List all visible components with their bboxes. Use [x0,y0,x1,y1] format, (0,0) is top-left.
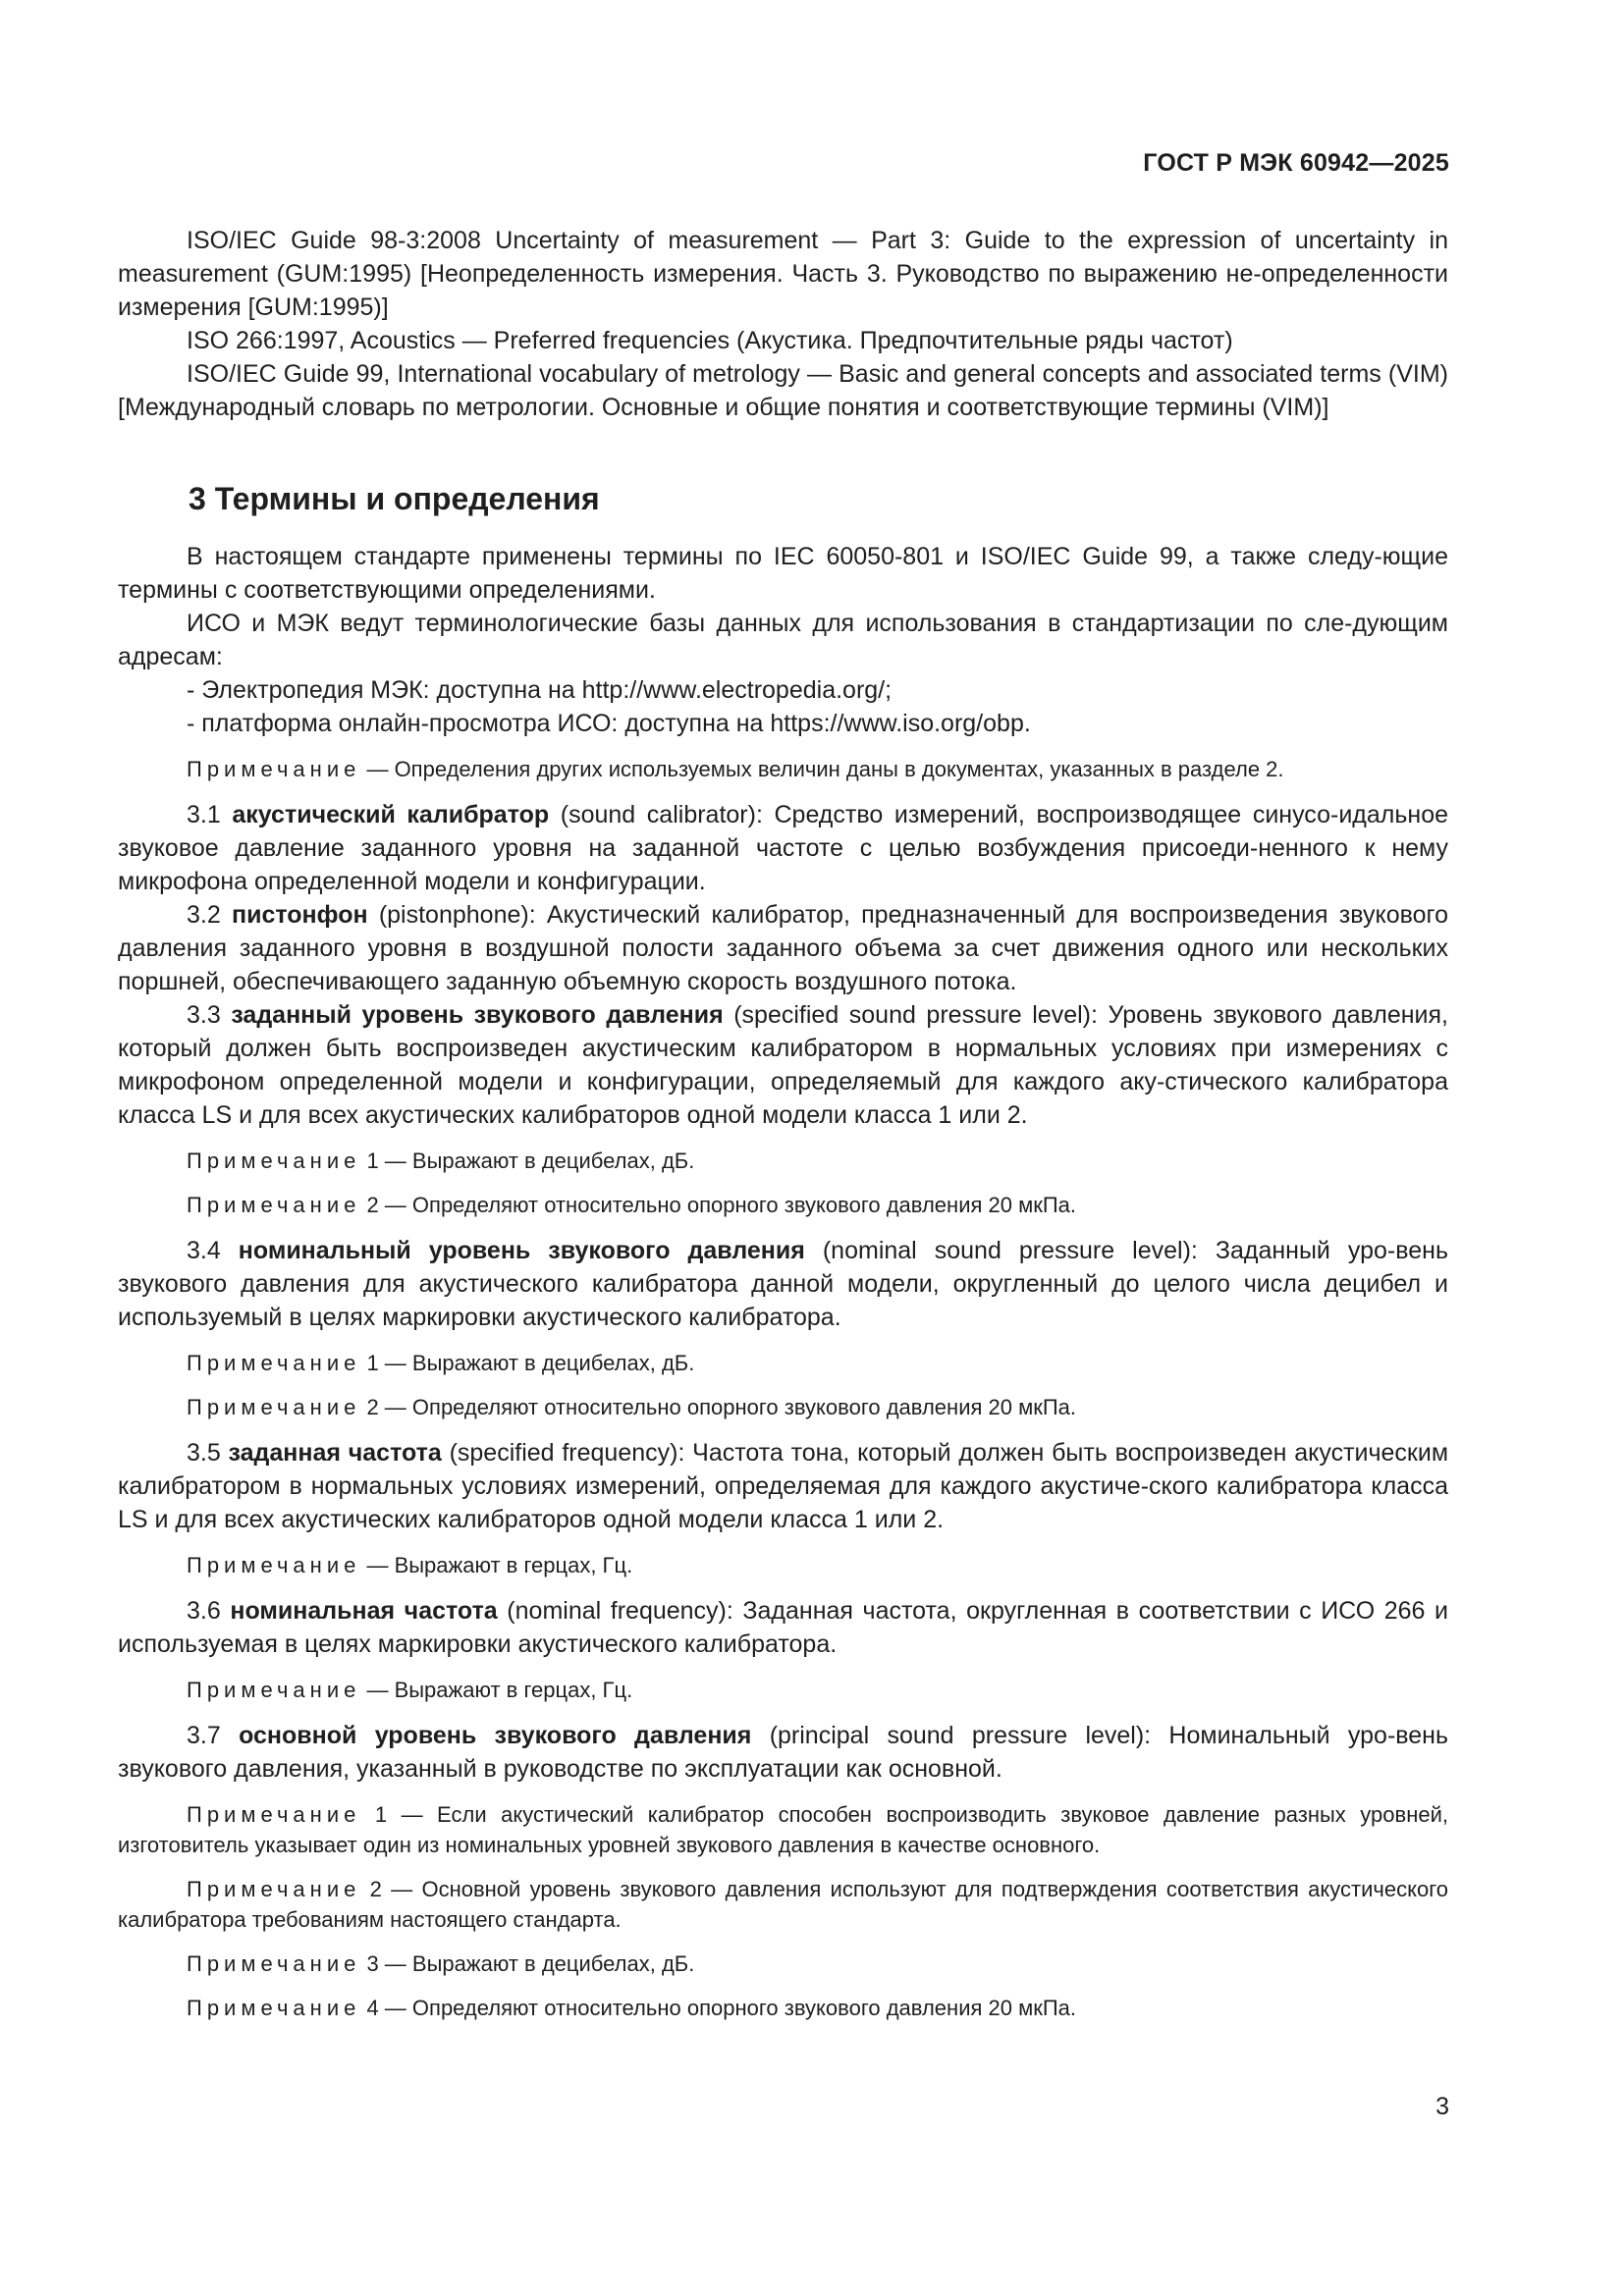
term-name: основной уровень звукового давления [239,1722,752,1749]
note [118,1874,1448,1935]
term-name: заданная частота [228,1439,442,1467]
note-text: — Выражают в герцах, Гц. [360,1678,633,1702]
document-code-header: ГОСТ Р МЭК 60942—2025 [1143,149,1449,177]
note-label: Примечание [187,1802,361,1827]
term-name: пистонфон [232,901,368,929]
term-name: номинальный уровень звукового давления [238,1237,805,1264]
note [118,1392,1448,1422]
term-definition [118,1594,1448,1661]
term-text: (principal sound pressure level): Номинальный уро-вень звукового давления, указанный в руководстве по эксплуатации как основной. [118,1722,1449,1783]
note-text: 3 — Выражают в децибелах, дБ. [360,1951,695,1976]
term-number: 3.7 [187,1722,240,1749]
term-text: (nominal frequency): Заданная частота, округленная в соответствии с ИСО 266 и используемая в целях маркировки акустического калибратора. [118,1597,1448,1658]
term-number: 3.2 [187,901,232,929]
term-text: (sound calibrator): Средство измерений, воспроизводящее синусо-идальное звуковое давление заданного уровня на заданной частоте с целью возбуждения присоеди-ненного к нему микрофона определенной модели и конфигурации. [118,801,1448,895]
reference-item: ISO 266:1997, Acoustics — Preferred frequencies (Акустика. Предпочтительные ряды частот) [187,327,1233,354]
term-definition [118,998,1448,1132]
note-label: Примечание [187,1148,361,1173]
term-definition [118,798,1448,898]
reference-item: ISO/IEC Guide 99, International vocabulary of metrology — Basic and general concepts and associated terms (VIM) [Международный словарь по метрологии. Основные и общие понятия и соответствующие термины (VIM)] [118,360,1448,421]
section-intro: В настоящем стандарте применены термины по IEC 60050-801 и ISO/IEC Guide 99, а также следу-ющие термины с соответствующими определениями. [118,543,1448,604]
note [118,1675,1448,1705]
reference-item: ISO/IEC Guide 98-3:2008 Uncertainty of measurement — Part 3: Guide to the expression of uncertainty in measurement (GUM:1995) [Неопределенность измерения. Часть 3. Руководство по выражению не-определенности измерения [GUM:1995)] [118,227,1448,321]
note-text: 1 — Выражают в децибелах, дБ. [360,1351,695,1375]
section-title: 3 Термины и определения [189,481,600,516]
note-text: 2 — Определяют относительно опорного звукового давления 20 мкПа. [360,1193,1076,1217]
term-number: 3.1 [187,801,233,828]
term-definition [118,1234,1448,1334]
note-label: Примечание [187,757,361,781]
note-label: Примечание [187,1996,361,2020]
page-number: 3 [1435,2093,1449,2120]
term-text: (specified sound pressure level): Уровень звукового давления, который должен быть воспроизведен акустическим калибратором в нормальных условиях при измерениях с микрофоном определенной модели и конфигурации, определяемый для каждого аку-стического калибратора класса LS и для всех акустических калибраторов одной модели класса 1 или 2. [118,1001,1449,1129]
term-definition [118,1436,1448,1536]
note-text: 2 — Основной уровень звукового давления используют для подтверждения соответствия акустического калибратора требованиям настоящего стандарта. [118,1877,1448,1932]
bullet-item: - платформа онлайн-просмотра ИСО: доступна на https://www.iso.org/obp. [187,710,1031,737]
note [118,1348,1448,1378]
term-definition [118,1719,1448,1786]
term-number: 3.3 [187,1001,232,1029]
note-label: Примечание [187,1877,361,1901]
note-text: — Выражают в герцах, Гц. [360,1553,633,1577]
note-label: Примечание [187,1951,361,1976]
note-label: Примечание [187,1395,361,1419]
term-text: (pistonphone): Акустический калибратор, предназначенный для воспроизведения звукового давления заданного уровня в воздушной полости заданного объема за счет движения одного или нескольких поршней, обеспечивающего заданную объемную скорость воздушного потока. [118,901,1448,995]
note [118,1146,1448,1176]
note-label: Примечание [187,1678,361,1702]
note-label: Примечание [187,1351,361,1375]
term-number: 3.4 [187,1237,239,1264]
note-text: 4 — Определяют относительно опорного звукового давления 20 мкПа. [360,1996,1076,2020]
section-intro: ИСО и МЭК ведут терминологические базы данных для использования в стандартизации по сле-дующим адресам: [118,610,1448,670]
note [118,1550,1448,1580]
page-content [118,224,1448,2037]
note-text: 1 — Выражают в децибелах, дБ. [360,1148,695,1173]
note [118,754,1448,784]
term-name: акустический калибратор [232,801,550,828]
term-text: (specified frequency): Частота тона, который должен быть воспроизведен акустическим калибратором в нормальных условиях измерений, определяемая для каждого акустиче-ского калибратора класса LS и для всех акустических калибраторов одной модели класса 1 или 2. [118,1439,1449,1533]
note [118,1993,1448,2023]
bullet-item: - Электропедия МЭК: доступна на http://www.electropedia.org/; [187,676,893,704]
note-label: Примечание [187,1193,361,1217]
term-name: номинальная частота [230,1597,498,1625]
note-text: — Определения других используемых величин даны в документах, указанных в разделе 2. [360,757,1284,781]
note-text: 2 — Определяют относительно опорного звукового давления 20 мкПа. [360,1395,1076,1419]
note [118,1949,1448,1979]
term-number: 3.5 [187,1439,229,1467]
term-name: заданный уровень звукового давления [231,1001,724,1029]
note [118,1799,1448,1860]
term-text: (nominal sound pressure level): Заданный уро-вень звукового давления для акустического калибратора данной модели, округленный до целого числа децибел и используемый в целях маркировки акустического калибратора. [118,1237,1448,1331]
term-definition [118,898,1448,998]
term-number: 3.6 [187,1597,231,1625]
note-text: 1 — Если акустический калибратор способен воспроизводить звуковое давление разных уровней, изготовитель указывает один из номинальных уровней звукового давления в качестве основного. [118,1802,1448,1857]
note [118,1190,1448,1220]
note-label: Примечание [187,1553,361,1577]
